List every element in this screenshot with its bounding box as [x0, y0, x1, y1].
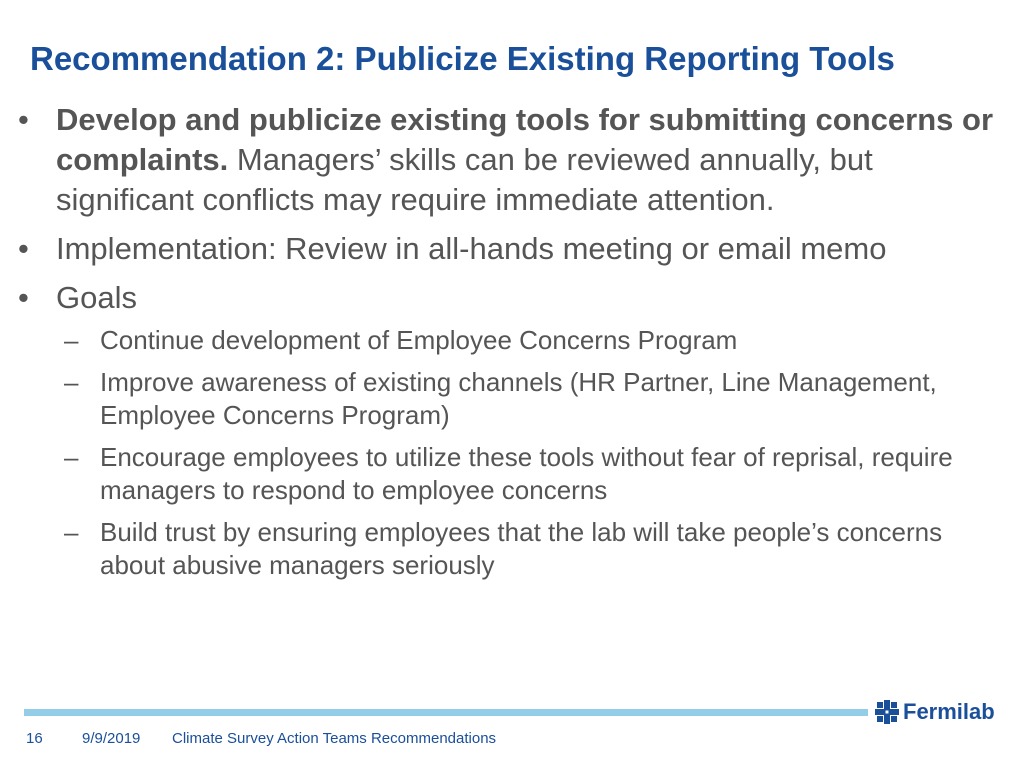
footer-title: Climate Survey Action Teams Recommendations	[172, 730, 497, 747]
bullet-text: Implementation: Review in all-hands meeting or email memo	[56, 231, 887, 266]
bullet-develop-tools	[18, 100, 998, 220]
bullet-text: Managers’ skills can be reviewed annually, but significant conflicts may require immediate attention.	[56, 142, 873, 217]
fermilab-logo-icon	[874, 699, 900, 725]
goal-text: Continue development of Employee Concerns Program	[100, 325, 738, 355]
footer-date: 9/9/2019	[82, 730, 141, 747]
bullet-bold-text: Develop and publicize existing tools for submitting concerns or complaints.	[56, 102, 994, 177]
sub-bullet-marker: –	[64, 442, 79, 472]
logo-text: Fermilab	[903, 699, 995, 724]
goal-item	[64, 516, 980, 582]
sub-bullet-marker: –	[64, 325, 79, 355]
goal-item	[64, 441, 980, 507]
goal-item	[64, 366, 980, 432]
slide-title: Recommendation 2: Publicize Existing Reporting Tools	[30, 40, 895, 77]
bullet-marker: •	[18, 280, 29, 315]
goal-item	[64, 324, 980, 357]
fermilab-logo	[874, 697, 995, 727]
slide-content	[18, 100, 998, 591]
sub-bullet-marker: –	[64, 367, 79, 397]
bullet-marker: •	[18, 102, 29, 137]
footer-divider-bar	[24, 709, 868, 716]
goal-text: Improve awareness of existing channels (HR Partner, Line Management, Employee Concerns Program)	[100, 367, 937, 430]
bullet-implementation	[18, 229, 998, 269]
bullet-marker: •	[18, 231, 29, 266]
goal-text: Encourage employees to utilize these tools without fear of reprisal, require managers to respond to employee concerns	[100, 442, 953, 505]
page-number: 16	[26, 730, 43, 747]
bullet-goals	[18, 278, 998, 318]
sub-bullet-marker: –	[64, 517, 79, 547]
bullet-text: Goals	[56, 280, 137, 315]
goal-text: Build trust by ensuring employees that the lab will take people’s concerns about abusive managers seriously	[100, 517, 943, 580]
